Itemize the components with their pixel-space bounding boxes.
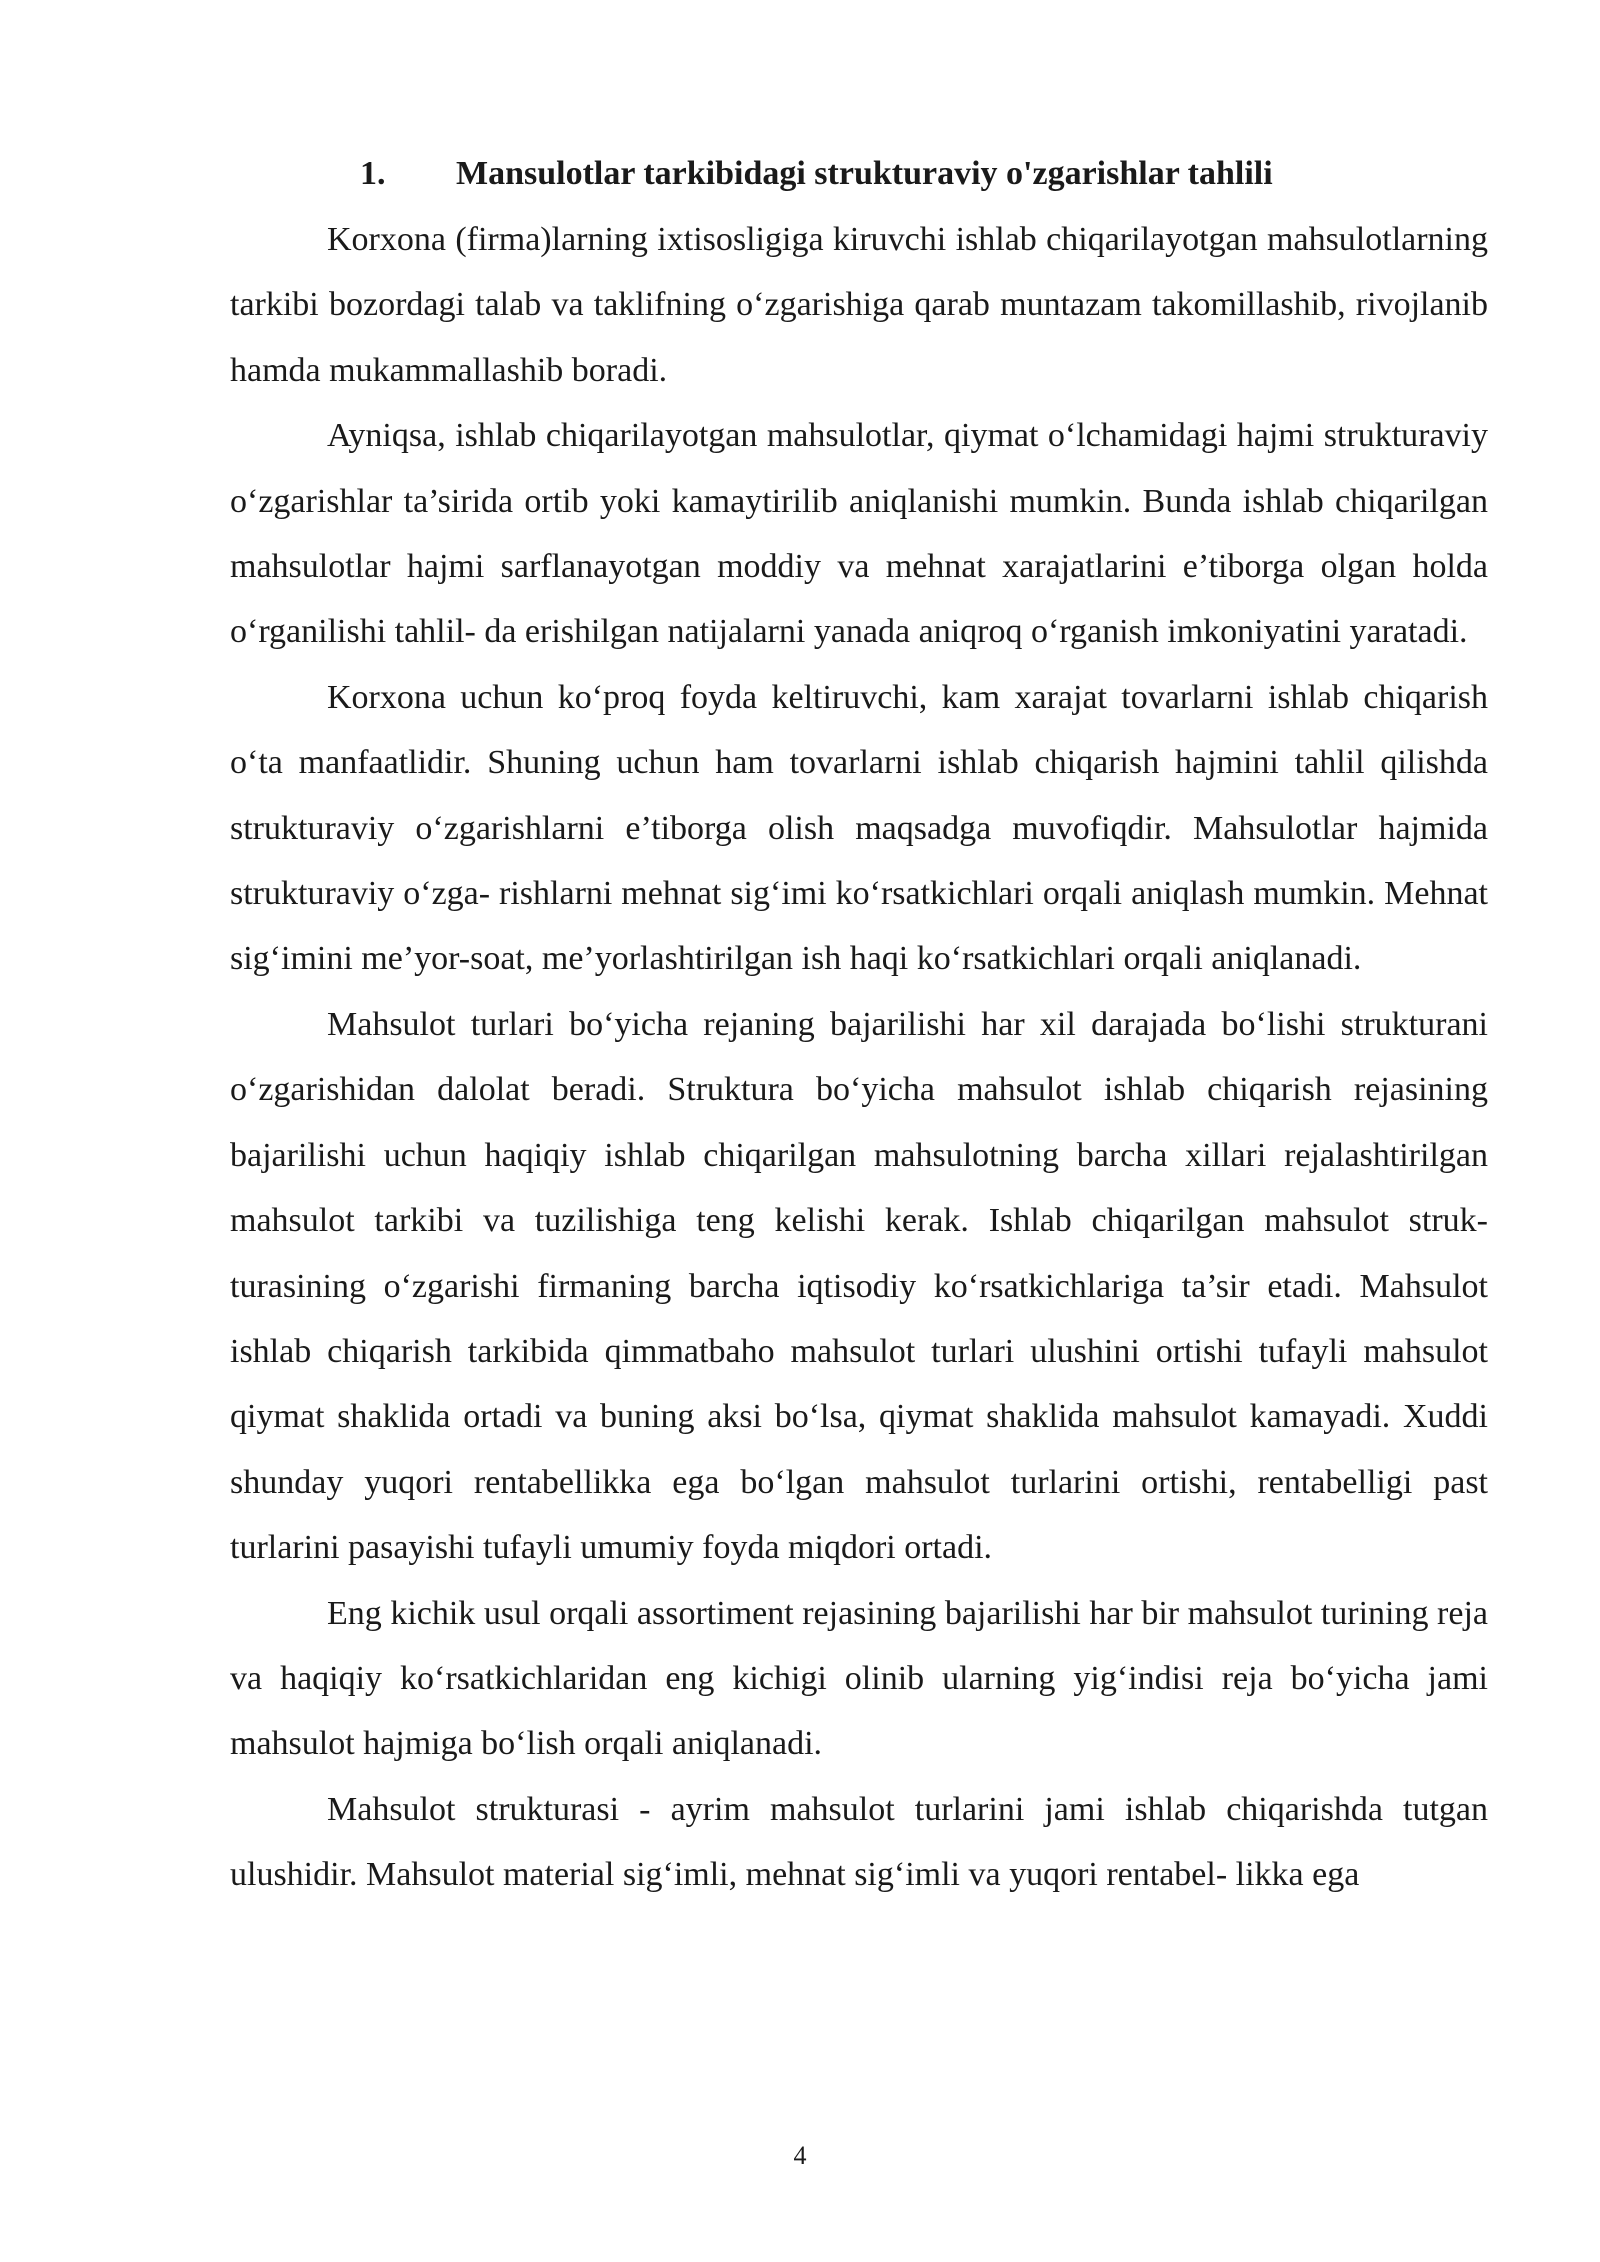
section-heading	[360, 150, 1273, 198]
page-number: 4	[793, 2141, 807, 2170]
paragraph: Eng kichik usul orqali assortiment rejasining bajarilishi har bir mahsulot turining reja va haqiqiy ko‘rsatkichlaridan eng kichigi olinib ularning yig‘indisi reja bo‘yicha jami mahsulot hajmiga bo‘lish orqali aniqlanadi.	[230, 1594, 1488, 1763]
paragraph: Korxona uchun ko‘proq foyda keltiruvchi, kam xarajat tovarlarni ishlab chiqarish o‘ta manfaatlidir. Shuning uchun ham tovarlarni ishlab chiqarish hajmini tahlil qilishda strukturaviy o‘zgarishlarni e’tiborga olish maqsadga muvofiqdir. Mahsulotlar hajmida strukturaviy o‘zga- rishlarni mehnat sig‘imi ko‘rsatkichlari orqali aniqlash mumkin. Mehnat sig‘imini me’yor-soat, me’yorlashtirilgan ish haqi ko‘rsatkichlari orqali aniqlanadi.	[230, 678, 1488, 978]
paragraph: Mahsulot strukturasi - ayrim mahsulot turlarini jami ishlab chiqarishda tutgan ulushidir. Mahsulot material sig‘imli, mehnat sig‘imli va yuqori rentabel- likka ega	[230, 1790, 1488, 1894]
paragraph: Mahsulot turlari bo‘yicha rejaning bajarilishi har xil darajada bo‘lishi strukturani o‘zgarishidan dalolat beradi. Struktura bo‘yicha mahsulot ishlab chiqarish rejasining bajarilishi uchun haqiqiy ishlab chiqarilgan mahsulotning barcha xillari rejalashtirilgan mahsulot tarkibi va tuzilishiga teng kelishi kerak. Ishlab chiqarilgan mahsulot struk- turasining o‘zgarishi firmaning barcha iqtisodiy ko‘rsatkichlariga ta’sir etadi. Mahsulot ishlab chiqarish tarkibida qimmatbaho mahsulot turlari ulushini ortishi tufayli mahsulot qiymat shaklida ortadi va buning aksi bo‘lsa, qiymat shaklida mahsulot kamayadi. Xuddi shunday yuqori rentabellikka ega bo‘lgan mahsulot turlarini ortishi, rentabelligi past turlarini pasayishi tufayli umumiy foyda miqdori ortadi.	[230, 1005, 1488, 1567]
paragraph: Korxona (firma)larning ixtisosligiga kiruvchi ishlab chiqarilayotgan mahsulotlarning tarkibi bozordagi talab va taklifning o‘zgarishiga qarab muntazam takomillashib, rivojlanib hamda mukammallashib boradi.	[230, 221, 1488, 389]
paragraph: Ayniqsa, ishlab chiqarilayotgan mahsulotlar, qiymat o‘lchamidagi hajmi strukturaviy o‘zgarishlar ta’sirida ortib yoki kamaytirilib aniqlanishi mumkin. Bunda ishlab chiqarilgan mahsulotlar hajmi sarflanayotgan moddiy va mehnat xarajatlarini e’tiborga olgan holda o‘rganilishi tahlil- da erishilgan natijalarni yanada aniqroq o‘rganish imkoniyatini yaratadi.	[230, 417, 1488, 651]
section-title: Mansulotlar tarkibidagi strukturaviy o'zgarishlar tahlili	[456, 155, 1273, 192]
section-number: 1.	[360, 155, 386, 192]
body-text	[230, 207, 1488, 1908]
